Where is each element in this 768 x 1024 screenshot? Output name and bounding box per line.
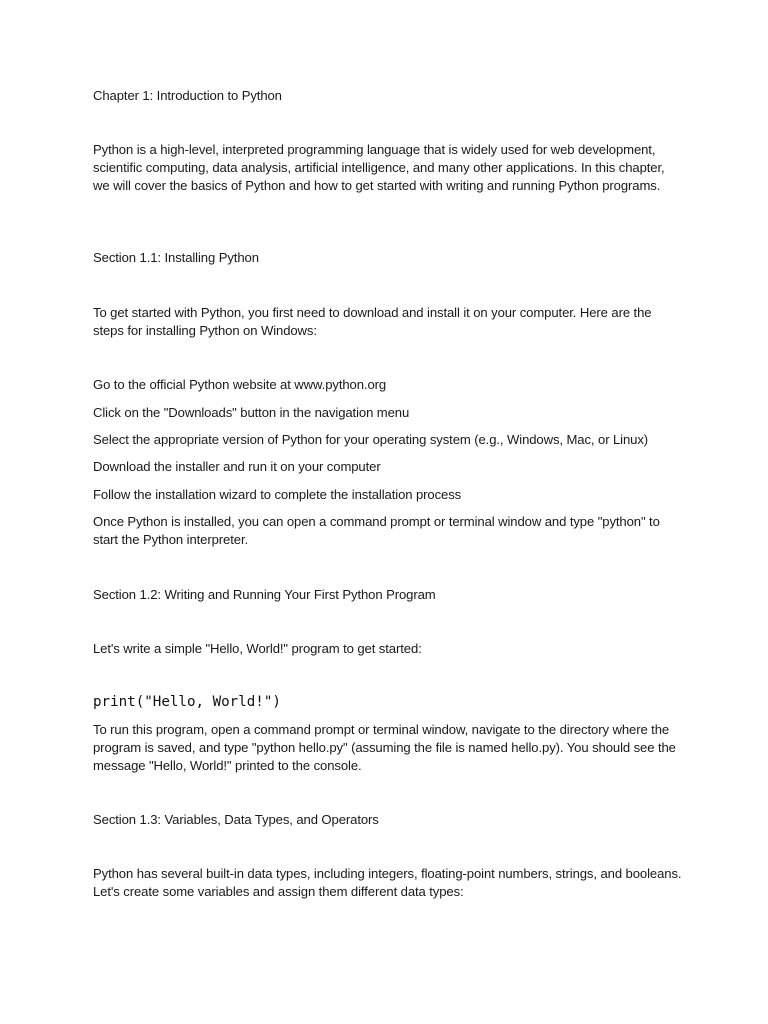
section-1-2-paragraph: Let's write a simple "Hello, World!" program to get started: [93, 641, 422, 656]
section-1-2-explanation: To run this program, open a command prompt or terminal window, navigate to the directory where the program is saved, and type "python hello.py" (assuming the file is named hello.py). You should see the message "Hello, World!" printed to the console. [93, 722, 676, 773]
install-step: Select the appropriate version of Python for your operating system (e.g., Windows, Mac, or Linux) [93, 432, 649, 447]
section-heading-1-1: Section 1.1: Installing Python [93, 250, 259, 265]
section-heading-1-2: Section 1.2: Writing and Running Your First Python Program [93, 587, 436, 602]
install-step: Download the installer and run it on your computer [93, 459, 381, 474]
install-step: Follow the installation wizard to complete the installation process [93, 487, 462, 502]
section-1-3-paragraph: Python has several built-in data types, including integers, floating-point numbers, strings, and booleans. Let's create some variables and assign them different data types: [93, 866, 682, 899]
section-1-1-closing: Once Python is installed, you can open a command prompt or terminal window and type "python" to start the Python interpreter. [93, 514, 660, 547]
install-step: Go to the official Python website at www.python.org [93, 377, 387, 392]
section-heading-1-3: Section 1.3: Variables, Data Types, and Operators [93, 812, 379, 827]
chapter-title: Chapter 1: Introduction to Python [93, 88, 282, 103]
intro-paragraph: Python is a high-level, interpreted programming language that is widely used for web development, scientific computing, data analysis, artificial intelligence, and many other applications. In this chapter, we will cover the basics of Python and how to get started with writing and running Python programs. [93, 142, 665, 193]
install-step: Click on the "Downloads" button in the navigation menu [93, 405, 410, 420]
section-1-1-paragraph: To get started with Python, you first need to download and install it on your computer. Here are the steps for installing Python on Windows: [93, 305, 652, 338]
code-snippet: print("Hello, World!") [93, 694, 281, 710]
